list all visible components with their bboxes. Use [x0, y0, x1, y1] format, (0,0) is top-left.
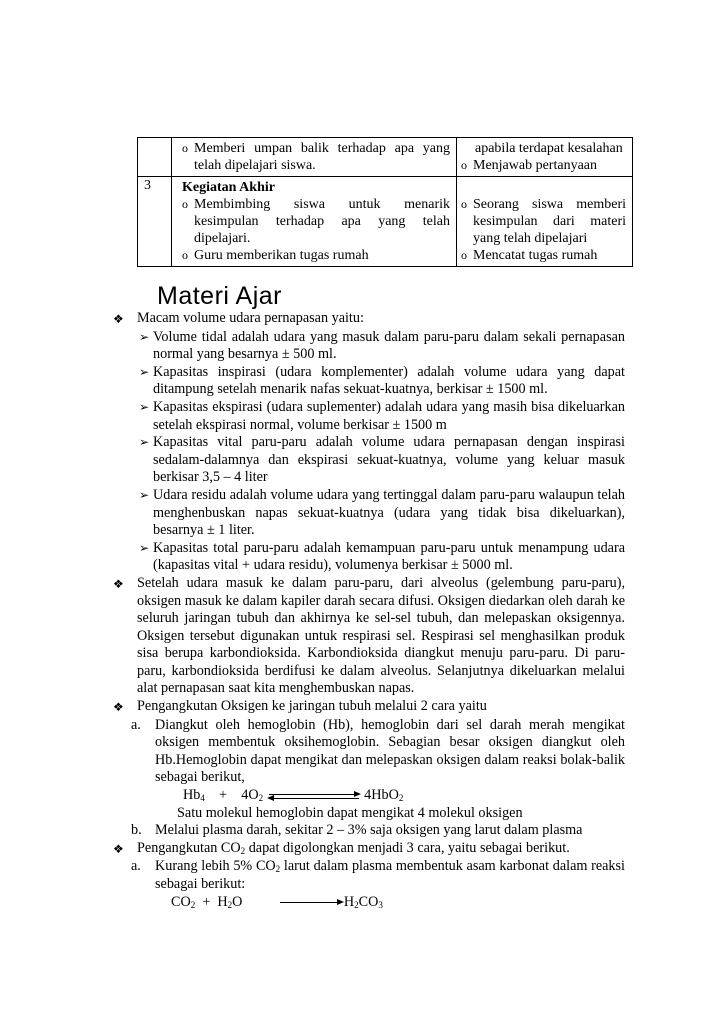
list-item-text: Pengangkutan $CO_2$ dapat digolongkan menjadi 3 cara, yaitu sebagai berikut. — [137, 839, 570, 856]
arrow-bullet-icon: ➢ — [139, 329, 150, 344]
teacher-activity-cell — [172, 177, 457, 267]
list-item-text: Kapasitas total paru-paru adalah kemampuan paru-paru untuk menampung udara (kapasitas vital + udara residu), volumenya berkisar ± 5000 ml. — [153, 539, 625, 574]
list-item-text: Macam volume udara pernapasan yaitu: — [137, 310, 364, 326]
list-item — [461, 196, 626, 247]
list-item-text: Seorang siswa memberi kesimpulan dari materi yang telah dipelajari — [473, 197, 626, 246]
list-item-text: Volume tidal adalah udara yang masuk dalam paru-paru dalam sekali pernapasan normal yang besarnya ± 500 ml. — [153, 328, 625, 363]
list-item — [113, 717, 625, 787]
circle-bullet-icon: o — [182, 197, 188, 211]
list-item-text: apabila terdapat kesalahan — [475, 141, 623, 156]
circle-bullet-icon: o — [461, 248, 467, 262]
activity-table — [137, 137, 633, 267]
list-item — [182, 196, 450, 247]
list-item — [113, 822, 625, 840]
student-activity-cell — [457, 138, 633, 177]
list-item-text: Kapasitas inspirasi (udara komplementer) adalah volume udara yang dapat ditampung setelah menarik nafas sekuat-kuatnya, berkisar ± 1500 ml. — [153, 363, 625, 398]
list-letter: a. — [131, 858, 141, 875]
list-item — [113, 540, 625, 575]
list-item — [113, 399, 625, 434]
list-item-text: Pengangkutan Oksigen ke jaringan tubuh melalui 2 cara yaitu — [137, 698, 487, 715]
list-item-text: Setelah udara masuk ke dalam paru-paru, dari alveolus (gelembung paru-paru), oksigen masuk ke dalam kapiler darah secara difusi. Oksigen diedarkan oleh darah ke seluruh jaringan tubuh dan akhirnya ke sel-sel tubuh, dan melepaskan oksigennya. Oksigen tersebut digunakan untuk respirasi sel. Respirasi sel menghasilkan produk sisa berupa karbondioksida. Karbondioksida diangkut menuju paru-paru. Di paru-paru, karbondioksida berdifusi ke dalam alveolus. Selanjutnya dikeluarkan melalui alat pernapasan saat kita menghembuskan napas. — [137, 574, 625, 697]
circle-bullet-icon: o — [461, 158, 467, 172]
teacher-activity-cell — [172, 138, 457, 177]
diamond-bullet-icon: ❖ — [113, 312, 124, 326]
list-letter: a. — [131, 716, 141, 733]
list-item — [113, 487, 625, 540]
arrow-bullet-icon: ➢ — [139, 540, 150, 555]
list-item — [113, 840, 625, 859]
circle-bullet-icon: o — [182, 141, 188, 155]
arrow-bullet-icon: ➢ — [139, 399, 150, 414]
reaction-arrow-icon — [280, 902, 342, 903]
list-item-text: Udara residu adalah volume udara yang tertinggal dalam paru-paru walaupun telah menghenbuskan napas sekuat-kuatnya (udara yang tidak bisa dikeluarkan), besarnya ± 1 liter. — [153, 486, 625, 539]
table-row — [138, 138, 633, 177]
list-item — [182, 140, 450, 174]
list-item-text: Memberi umpan balik terhadap apa yang telah dipelajari siswa. — [194, 141, 450, 173]
list-item-text: Melalui plasma darah, sekitar 2 – 3% saja oksigen yang larut dalam plasma — [155, 822, 583, 839]
list-item-text: Guru memberikan tugas rumah — [194, 248, 369, 263]
materi-content — [113, 310, 625, 911]
list-item — [113, 698, 625, 717]
arrow-bullet-icon: ➢ — [139, 364, 150, 379]
row-number: 3 — [138, 177, 172, 267]
page-title: Materi Ajar — [157, 282, 282, 310]
list-item — [461, 157, 626, 174]
diamond-bullet-icon: ❖ — [113, 700, 124, 715]
list-item — [113, 329, 625, 364]
list-item-text: Kapasitas ekspirasi (udara suplementer) adalah udara yang masih bisa dikeluarkan setelah ekspirasi normal, volume berkisar ± 1500 m — [153, 398, 625, 433]
reaction-equation: $CO_2 + H_2O$ $H_2CO_3$ — [171, 893, 383, 910]
list-item — [113, 858, 625, 893]
list-item-text: Diangkut oleh hemoglobin (Hb), hemoglobin dari sel darah merah mengikat oksigen membentuk oksihemoglobin. Sebagian besar oksigen diangkut oleh Hb.Hemoglobin dapat mengikat dan melepaskan oksigen dalam reaksi bolak-balik sebagai berikut, — [155, 716, 625, 786]
list-item-text: Kapasitas vital paru-paru adalah volume udara pernapasan dengan inspirasi sedalam-dalamnya dan ekspirasi sekuat-kuatnya, volume yang keluar masuk berkisar 3,5 – 4 liter — [153, 434, 625, 486]
list-item — [113, 575, 625, 698]
student-activity-cell — [457, 177, 633, 267]
list-item — [461, 247, 626, 264]
list-item — [113, 434, 625, 487]
equation-note: Satu molekul hemoglobin dapat mengikat 4 molekul oksigen — [177, 804, 523, 821]
list-item — [182, 247, 450, 264]
list-item-text: Kurang lebih 5% $CO_2$ larut dalam plasma membentuk asam karbonat dalam reaksi sebagai berikut: — [155, 858, 625, 892]
reversible-arrow-icon — [269, 793, 359, 799]
arrow-bullet-icon: ➢ — [139, 435, 150, 450]
circle-bullet-icon: o — [461, 197, 467, 211]
circle-bullet-icon: o — [182, 248, 188, 262]
list-item — [113, 364, 625, 399]
section-heading: Kegiatan Akhir — [182, 180, 275, 195]
list-item-text: Membimbing siswa untuk menarik kesimpulan terhadap apa yang telah dipelajari. — [194, 197, 450, 246]
table-row — [138, 177, 633, 267]
reaction-equation: $Hb_4$ + $4O_2$ 4HbO$_2$ — [183, 787, 404, 804]
arrow-bullet-icon: ➢ — [139, 487, 150, 502]
list-letter: b. — [131, 822, 142, 839]
list-item-text: Menjawab pertanyaan — [473, 158, 597, 173]
diamond-bullet-icon: ❖ — [113, 576, 124, 591]
diamond-bullet-icon: ❖ — [113, 841, 124, 856]
row-number — [138, 138, 172, 177]
list-item — [113, 310, 625, 329]
list-item-text: Mencatat tugas rumah — [473, 248, 598, 263]
